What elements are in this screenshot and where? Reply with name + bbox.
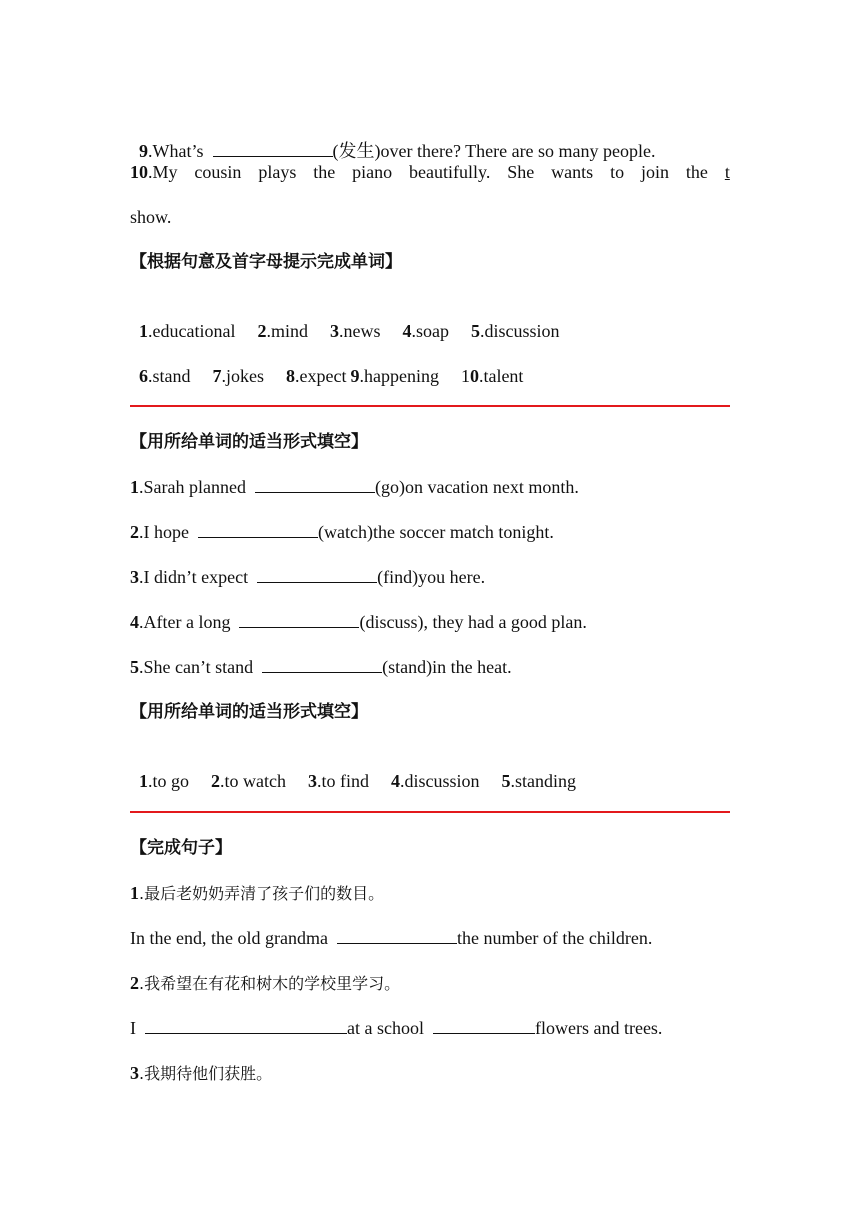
initial-letter-hint[interactable]: t (724, 162, 730, 182)
answer-blank[interactable] (145, 1017, 347, 1034)
question-word: wants (551, 162, 594, 182)
answer-item: 4.soap (402, 321, 449, 341)
answer-blank[interactable] (337, 927, 457, 944)
answer-blank[interactable] (255, 476, 375, 493)
question-1-chinese: 1.最后老奶奶弄清了孩子们的数目。 (130, 883, 385, 903)
answer-item: 10.talent (460, 366, 524, 386)
question-number: 9 (139, 141, 148, 161)
answer-blank[interactable] (257, 566, 377, 583)
answers-row (130, 295, 582, 343)
answer-blank[interactable] (213, 140, 333, 157)
section-heading: 【完成句子】 (130, 838, 232, 858)
question-2: 2.I hope (watch)the soccer match tonight. (130, 522, 554, 542)
answer-item: 1.to go (139, 771, 190, 791)
question-word: the (313, 162, 336, 182)
answers-heading: 【用所给单词的适当形式填空】 (130, 702, 368, 722)
question-word: join (641, 162, 670, 182)
section-divider (130, 811, 730, 813)
answer-blank[interactable] (239, 611, 359, 628)
answer-item: 5.discussion (470, 321, 560, 341)
question-10 (130, 160, 730, 184)
question-3: 3.I didn’t expect (find)you here. (130, 567, 486, 587)
answer-item: 2.mind (257, 321, 308, 341)
question-9 (130, 115, 656, 163)
answers-row (130, 745, 598, 793)
answer-blank[interactable] (198, 521, 318, 538)
answer-item: 2.to watch (211, 771, 286, 791)
question-4: 4.After a long (discuss), they had a good plan. (130, 612, 587, 632)
question-hint: (发生)over there? There are so many people. (332, 141, 656, 161)
answer-item: 3.to find (308, 771, 369, 791)
question-5: 5.She can’t stand (stand)in the heat. (130, 657, 512, 677)
question-word: She (507, 162, 535, 182)
question-1: 1.Sarah planned (go)on vacation next month. (130, 477, 579, 497)
answer-item: 5.standing (501, 771, 577, 791)
question-1-english: In the end, the old grandma the number of the children. (130, 928, 653, 948)
question-word: the (685, 162, 708, 182)
question-number: 10 (130, 162, 148, 182)
question-word: cousin (194, 162, 242, 182)
answer-item: 9.happening (350, 366, 439, 386)
question-2-english: I at a school flowers and trees. (130, 1018, 663, 1038)
answers-row (130, 340, 545, 388)
question-word: plays (258, 162, 297, 182)
question-word: .My (148, 162, 178, 182)
answer-item: 6.stand (139, 366, 191, 386)
question-word: beautifully. (409, 162, 491, 182)
question-3-chinese: 3.我期待他们获胜。 (130, 1063, 273, 1083)
answer-item: 3.news (329, 321, 381, 341)
answer-blank[interactable] (262, 656, 382, 673)
answer-blank[interactable] (433, 1017, 535, 1034)
answers-heading: 【根据句意及首字母提示完成单词】 (130, 252, 402, 272)
answer-item: 4.discussion (391, 771, 480, 791)
section-divider (130, 405, 730, 407)
question-2-chinese: 2.我希望在有花和树木的学校里学习。 (130, 973, 401, 993)
question-word: to (610, 162, 625, 182)
answer-item: 1.educational (139, 321, 236, 341)
question-text: .What’s (148, 141, 204, 161)
answer-item: 7.jokes (212, 366, 264, 386)
answer-item: 8.expect (286, 366, 347, 386)
question-word: piano (352, 162, 393, 182)
section-heading: 【用所给单词的适当形式填空】 (130, 432, 368, 452)
question-10-continuation: show. (130, 207, 172, 227)
